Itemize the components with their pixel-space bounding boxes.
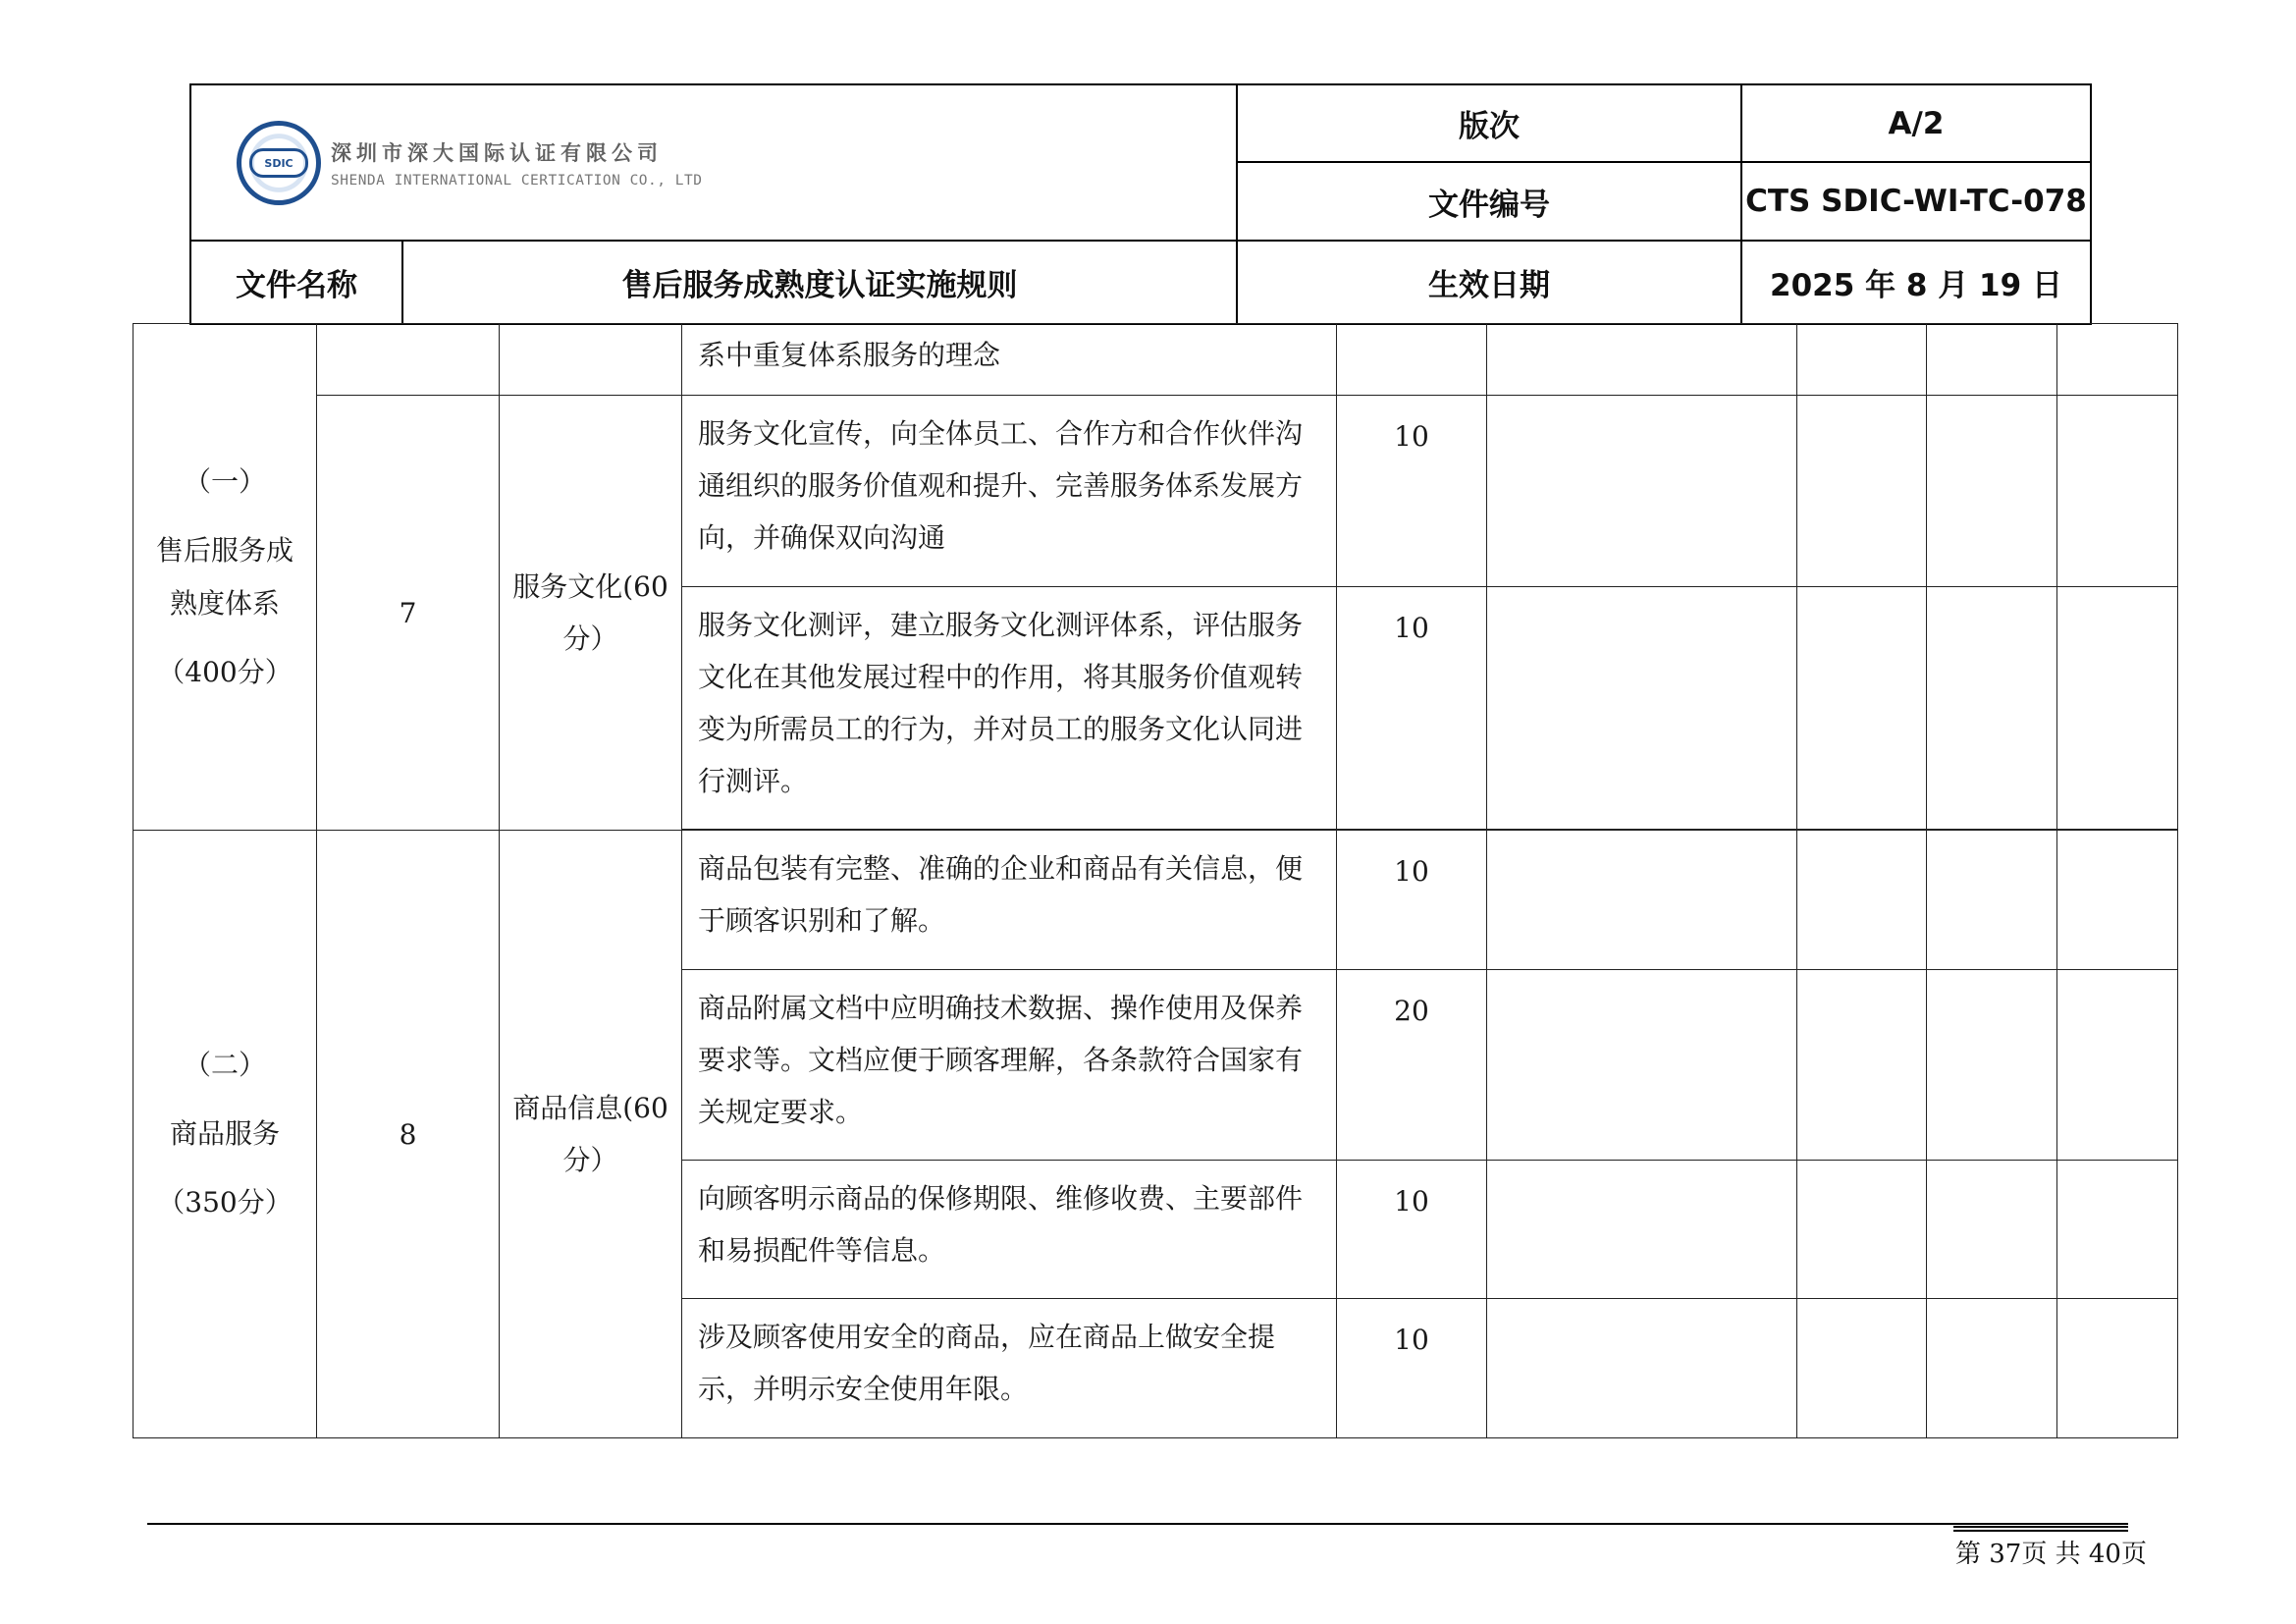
requirements-table: [133, 323, 2178, 1438]
blank-cell: [2057, 587, 2178, 830]
blank-cell: [1927, 1161, 2057, 1299]
score-value: 20: [1337, 970, 1487, 1161]
blank-cell: [1927, 831, 2057, 970]
category-cell: [133, 831, 317, 1438]
blank-cell: [1927, 1299, 2057, 1438]
document-header: [189, 83, 2092, 325]
item-name-line: 分）: [562, 1144, 618, 1176]
blank-cell: [2057, 831, 2178, 970]
blank-cell: [1797, 396, 1927, 587]
blank-cell: [1487, 831, 1797, 970]
blank-cell: [1487, 1161, 1797, 1299]
blank-cell: [2057, 970, 2178, 1161]
file-name-label: 文件名称: [190, 241, 402, 324]
requirement-text: 涉及顾客使用安全的商品，应在商品上做安全提 示，并明示安全使用年限。: [682, 1299, 1337, 1438]
company-logo: [237, 121, 702, 205]
blank-cell: [2057, 324, 2178, 396]
effective-date-label: 生效日期: [1237, 241, 1741, 324]
blank-cell: [1797, 1299, 1927, 1438]
requirement-text: 系中重复体系服务的理念: [682, 324, 1337, 396]
file-name-value: 售后服务成熟度认证实施规则: [402, 241, 1237, 324]
category-points: （350分）: [157, 1186, 293, 1218]
page-number: 第 37页 共 40页: [1955, 1540, 2147, 1569]
company-name-cn: 深圳市深大国际认证有限公司: [331, 141, 663, 165]
item-name-cell: [500, 831, 682, 1438]
blank-cell: [1487, 587, 1797, 830]
blank-cell: [1487, 396, 1797, 587]
item-name-cell: [500, 396, 682, 831]
blank-cell: [1927, 970, 2057, 1161]
blank-cell: [1487, 324, 1797, 396]
score-value: 10: [1337, 831, 1487, 970]
blank-cell: [1927, 324, 2057, 396]
category-title-line: 熟度体系: [169, 586, 280, 620]
effective-date-value: 2025 年 8 月 19 日: [1741, 241, 2091, 324]
item-name-line: 分）: [562, 623, 618, 655]
item-number: 8: [317, 831, 500, 1438]
table-row: [133, 396, 2178, 587]
version-value: A/2: [1741, 84, 2091, 162]
blank-cell: [1797, 587, 1927, 830]
blank-cell: [1797, 324, 1927, 396]
doc-no-value: CTS SDIC-WI-TC-078: [1741, 162, 2091, 241]
category-cell: [133, 324, 317, 831]
category-title-line: 售后服务成: [155, 533, 294, 567]
blank-cell: [1927, 587, 2057, 830]
blank-cell: [2057, 396, 2178, 587]
blank-cell: [1337, 324, 1487, 396]
blank-cell: [1797, 831, 1927, 970]
blank-cell: [1797, 1161, 1927, 1299]
blank-cell: [2057, 1299, 2178, 1438]
item-name-line: 服务文化(60: [512, 570, 668, 603]
category-title-line: 商品服务: [169, 1117, 280, 1150]
blank-cell: [1487, 970, 1797, 1161]
blank-cell: [317, 324, 500, 396]
blank-cell: [1797, 970, 1927, 1161]
footer-divider: [147, 1523, 2128, 1525]
item-number: 7: [317, 396, 500, 831]
version-label: 版次: [1237, 84, 1741, 162]
table-row: [133, 324, 2178, 396]
seal-icon: [237, 121, 321, 205]
page-number-rule: [1953, 1526, 2128, 1528]
blank-cell: [2057, 1161, 2178, 1299]
seal-logo-text: SDIC: [249, 148, 308, 178]
score-value: 10: [1337, 587, 1487, 830]
doc-no-label: 文件编号: [1237, 162, 1741, 241]
score-value: 10: [1337, 396, 1487, 587]
category-number: （一）: [183, 464, 266, 498]
page-number-rule: [1953, 1530, 2128, 1532]
category-points: （400分）: [157, 655, 293, 688]
category-number: （二）: [183, 1049, 266, 1081]
table-row: [133, 831, 2178, 970]
company-logo-cell: [190, 84, 1237, 241]
requirement-text: 服务文化测评，建立服务文化测评体系，评估服务 文化在其他发展过程中的作用，将其服务价值观转 变为所需员工的行为，并对员工的服务文化认同进 行测评。: [682, 587, 1337, 830]
requirement-text: 商品包装有完整、准确的企业和商品有关信息，便 于顾客识别和了解。: [682, 831, 1337, 970]
blank-cell: [1487, 1299, 1797, 1438]
score-value: 10: [1337, 1161, 1487, 1299]
requirement-text: 向顾客明示商品的保修期限、维修收费、主要部件 和易损配件等信息。: [682, 1161, 1337, 1299]
requirement-text: 服务文化宣传，向全体员工、合作方和合作伙伴沟 通组织的服务价值观和提升、完善服务体系发展方 向，并确保双向沟通: [682, 396, 1337, 587]
company-name-en: SHENDA INTERNATIONAL CERTICATION CO., LTD: [331, 173, 703, 189]
requirement-text: 商品附属文档中应明确技术数据、操作使用及保养 要求等。文档应便于顾客理解，各条款符合国家有 关规定要求。: [682, 970, 1337, 1161]
blank-cell: [500, 324, 682, 396]
item-name-line: 商品信息(60: [512, 1092, 668, 1124]
score-value: 10: [1337, 1299, 1487, 1438]
blank-cell: [1927, 396, 2057, 587]
